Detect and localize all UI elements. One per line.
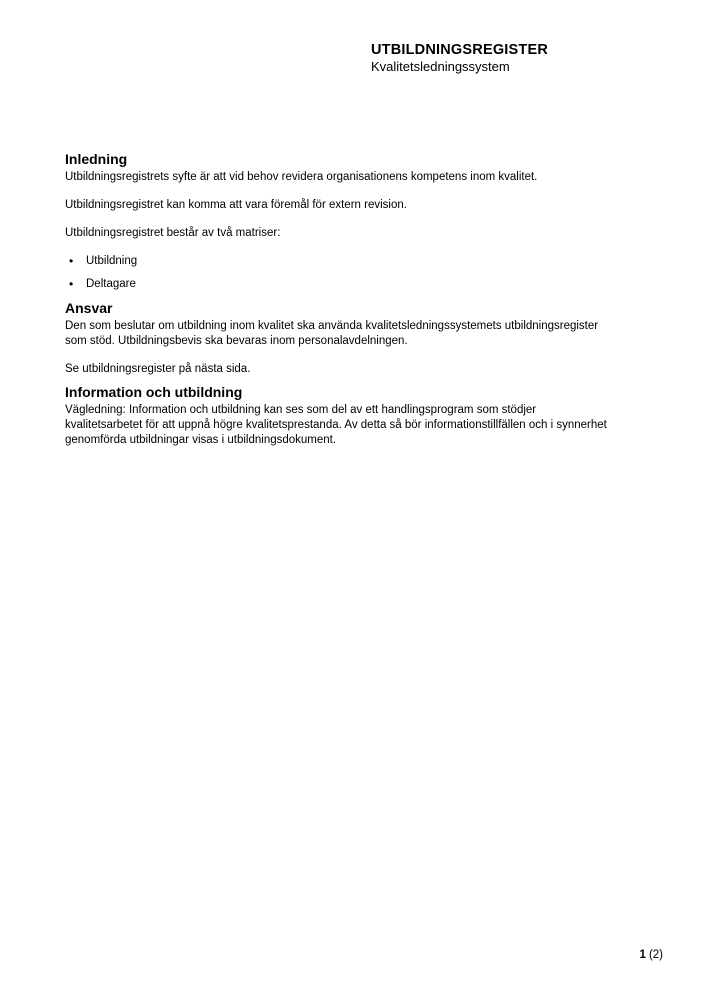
section-ansvar: [65, 300, 610, 377]
section-inledning: [65, 151, 610, 292]
page-number-current: 1: [639, 949, 646, 961]
page-number-total: (2): [648, 949, 663, 961]
paragraph: Vägledning: Information och utbildning kan ses som del av ett handlingsprogram som stödjer kvalitetsarbetet för att uppnå högre kvalitetsprestanda. Av detta så bör informationstillfällen och i synnerhet genomförda utbildningar visas i utbildningsdokument.: [65, 404, 607, 446]
section-heading-ansvar: Ansvar: [65, 300, 113, 316]
section-heading-inledning: Inledning: [65, 151, 128, 167]
bullet-list: [65, 254, 610, 292]
section-information-och-utbildning: [65, 384, 610, 448]
document-header: [371, 41, 548, 75]
bullet-item-deltagare: • Deltagare: [65, 277, 610, 292]
document-subtitle: Kvalitetsledningssystem: [371, 59, 510, 74]
paragraph: Se utbildningsregister på nästa sida.: [65, 363, 251, 375]
bullet-item-utbildning: • Utbildning: [65, 254, 610, 269]
section-heading-information-och-utbildning: Information och utbildning: [65, 384, 243, 400]
paragraph: Utbildningsregistret består av två matriser:: [65, 227, 281, 239]
paragraph: Utbildningsregistret kan komma att vara föremål för extern revision.: [65, 199, 407, 211]
document-body: [65, 151, 610, 448]
paragraph: Utbildningsregistrets syfte är att vid behov revidera organisationens kompetens inom kvalitet.: [65, 171, 538, 183]
document-title: UTBILDNINGSREGISTER: [371, 42, 548, 58]
paragraph: Den som beslutar om utbildning inom kvalitet ska använda kvalitetsledningssystemets utbildningsregister som stöd. Utbildningsbevis ska bevaras inom personalavdelningen.: [65, 320, 599, 347]
page-number: [640, 948, 663, 962]
